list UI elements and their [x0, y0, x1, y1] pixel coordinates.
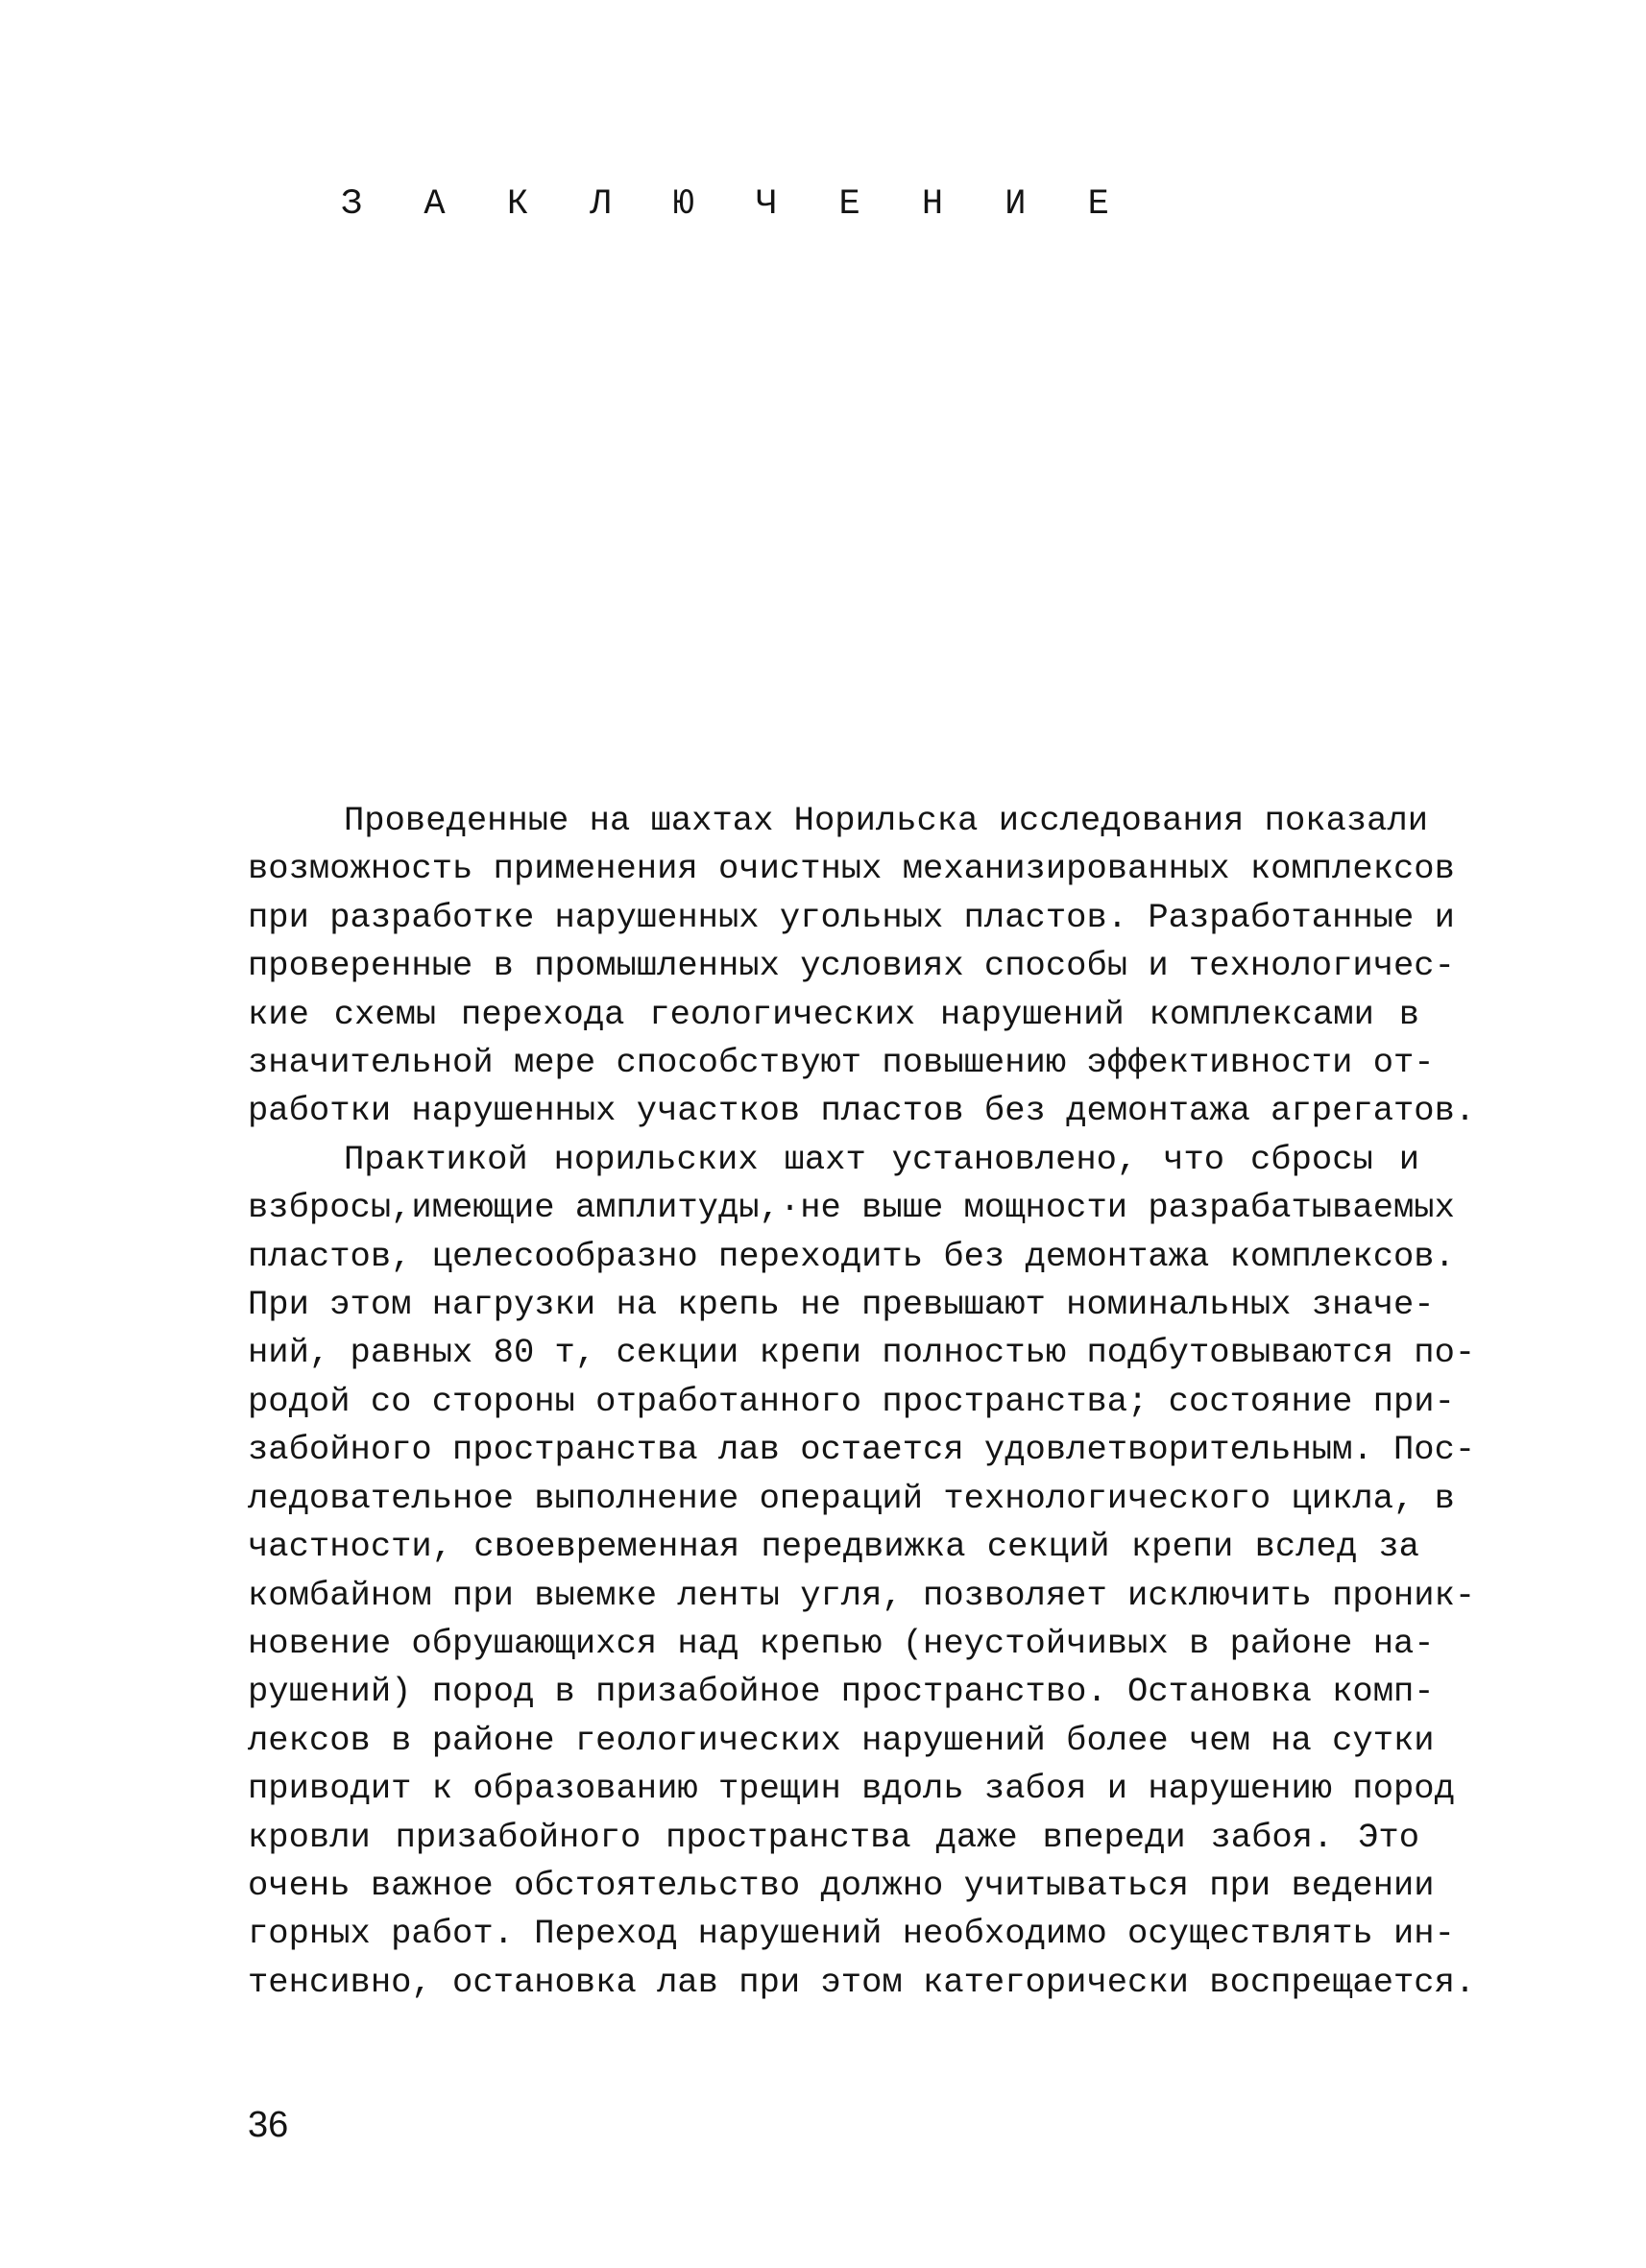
text-line: очень важное обстоятельство должно учитываться при ведении	[248, 1865, 1435, 1905]
text-line: новение обрушающихся над крепью (неустойчивых в районе на-	[248, 1623, 1435, 1663]
page-number: 36	[248, 2105, 289, 2145]
text-line: Проведенные на шахтах Норильска исследования показали	[344, 801, 1429, 840]
text-line: проверенные в промышленных условиях способы и технологичес-	[248, 946, 1455, 986]
paragraph-1	[248, 797, 1476, 1136]
text-line: родой со стороны отработанного пространства; состояние при-	[248, 1381, 1455, 1421]
text-line: значительной мере способствуют повышению эффективности от-	[248, 1043, 1435, 1083]
text-line: кровли призабойного пространства даже впереди забоя. Это	[248, 1817, 1419, 1857]
text-line: работки нарушенных участков пластов без демонтажа агрегатов.	[248, 1091, 1476, 1131]
paragraph-2	[248, 1136, 1476, 2007]
page-title: З А К Л Ю Ч Е Н И Е	[341, 184, 1129, 225]
text-line: комбайном при выемке ленты угля, позволяет исключить проник-	[248, 1575, 1476, 1615]
text-line: возможность применения очистных механизированных комплексов	[248, 849, 1455, 889]
text-line: горных работ. Переход нарушений необходимо осуществлять ин-	[248, 1914, 1455, 1954]
text-line: забойного пространства лав остается удовлетворительным. Пос-	[248, 1430, 1476, 1470]
text-line: взбросы,имеющие амплитуды,·не выше мощности разрабатываемых	[248, 1188, 1455, 1228]
text-line: частности, своевременная передвижка секций крепи вслед за	[248, 1527, 1419, 1567]
text-line: тенсивно, остановка лав при этом категорически воспрещается.	[248, 1962, 1476, 2002]
text-line: рушений) пород в призабойное пространство. Остановка комп-	[248, 1672, 1435, 1712]
text-line: Практикой норильских шахт установлено, что сбросы и	[344, 1139, 1419, 1179]
text-line: пластов, целесообразно переходить без демонтажа комплексов.	[248, 1236, 1455, 1276]
text-line: приводит к образованию трещин вдоль забоя и нарушению пород	[248, 1769, 1455, 1809]
text-line: ний, равных 80 т, секции крепи полностью подбутовываются по-	[248, 1333, 1476, 1373]
text-line: при разработке нарушенных угольных пластов. Разработанные и	[248, 897, 1455, 937]
text-line: При этом нагрузки на крепь не превышают номинальных значе-	[248, 1285, 1435, 1325]
text-line: лексов в районе геологических нарушений более чем на сутки	[248, 1720, 1435, 1760]
body-text	[248, 797, 1476, 2007]
text-line: кие схемы перехода геологических нарушений комплексами в	[248, 994, 1419, 1034]
text-line: ледовательное выполнение операций технологического цикла, в	[248, 1478, 1455, 1518]
